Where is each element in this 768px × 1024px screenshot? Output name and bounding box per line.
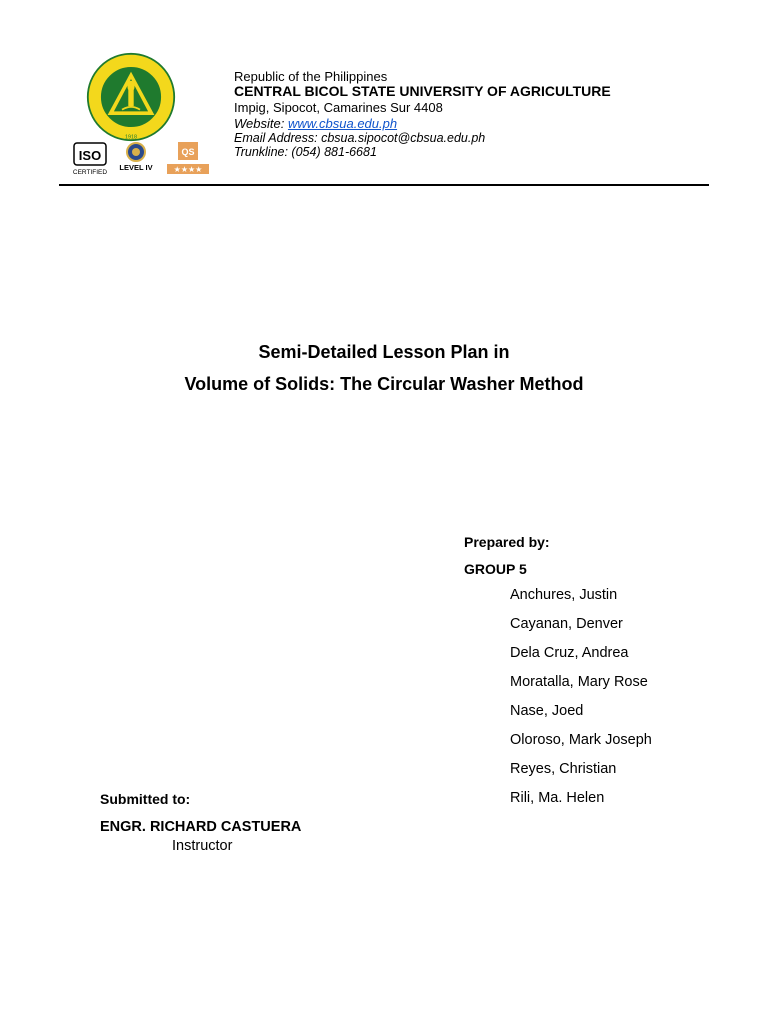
svg-text:QS: QS [181, 147, 195, 157]
list-item: Oloroso, Mark Joseph [510, 732, 652, 748]
list-item: Rili, Ma. Helen [510, 790, 605, 806]
list-item: Anchures, Justin [510, 587, 618, 603]
list-item: Moratalla, Mary Rose [510, 674, 648, 690]
group-name: GROUP 5 [464, 561, 527, 577]
level-iv-badge [115, 141, 157, 177]
address-line: Impig, Sipocot, Camarines Sur 4408 [234, 100, 443, 115]
republic-line: Republic of the Philippines [234, 69, 388, 84]
website-line [234, 116, 397, 131]
instructor-name: ENGR. RICHARD CASTUERA [100, 819, 302, 835]
list-item: Dela Cruz, Andrea [510, 645, 629, 661]
document-title-line-1: Semi-Detailed Lesson Plan in [258, 342, 510, 362]
iso-certified-badge [70, 141, 110, 177]
submitted-to-label: Submitted to: [100, 791, 191, 807]
trunkline-line: Trunkline: (054) 881-6681 [234, 145, 377, 159]
website-label: Website: [234, 116, 288, 131]
svg-text:LEVEL IV: LEVEL IV [119, 163, 153, 172]
document-title-line-2: Volume of Solids: The Circular Washer Method [184, 374, 584, 394]
website-link[interactable]: www.cbsua.edu.ph [287, 116, 398, 131]
list-item: Reyes, Christian [510, 761, 617, 777]
list-item: Cayanan, Denver [510, 616, 623, 632]
header-divider [59, 184, 709, 186]
svg-text:CERTIFIED: CERTIFIED [72, 169, 108, 176]
prepared-by-label: Prepared by: [464, 534, 550, 550]
qs-stars-badge [166, 141, 210, 175]
svg-text:★★★★: ★★★★ [173, 165, 203, 174]
university-seal-logo [86, 52, 176, 142]
member-list [510, 587, 652, 819]
instructor-role: Instructor [172, 838, 233, 854]
email-line: Email Address: cbsua.sipocot@cbsua.edu.ph [234, 131, 486, 145]
university-name: CENTRAL BICOL STATE UNIVERSITY OF AGRICULTURE [234, 83, 611, 99]
svg-text:ISO: ISO [78, 148, 102, 163]
list-item: Nase, Joed [510, 703, 584, 719]
svg-text:1918: 1918 [125, 134, 137, 141]
